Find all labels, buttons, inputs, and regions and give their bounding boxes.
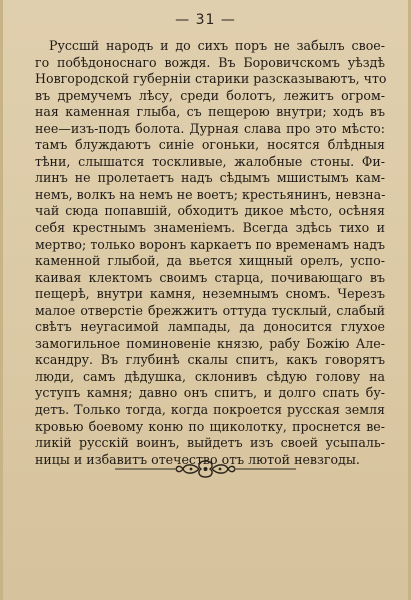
text-line: пещерѣ, внутри камня, неземнымъ сномъ. Черезъ [35,286,385,302]
text-line: Новгородской губерніи старики разсказываютъ, что [35,71,387,87]
text-line: свѣтъ неугасимой лампады, да доносится глухое [35,319,385,335]
text-line: тамъ блуждаютъ синіе огоньки, носятся блѣдныя [35,137,385,153]
text-line: кровью боевому коню по щиколотку, проснется ве- [35,418,385,434]
text-line: себя крестнымъ знаменіемъ. Всегда здѣсь тихо и [35,220,385,236]
text-line: малое отверстіе брежжитъ оттуда тусклый, слабый [35,302,385,318]
text-line: мертво; только воронъ каркаетъ по временамъ надъ [35,236,385,252]
text-line: ксандру. Въ глубинѣ скалы спитъ, какъ говорятъ [35,352,385,368]
text-line: замогильное поминовеніе князю, рабу Божію Але- [35,335,385,351]
ornamental-divider [113,458,298,480]
text-line: детъ. Только тогда, когда покроется русская земля [35,402,385,418]
text-line: чай сюда попавшій, обходитъ дикое мѣсто, осѣняя [35,203,385,219]
text-line: немъ, волкъ на немъ не воетъ; крестьянинъ, невзна- [35,186,386,202]
text-line: каменной глыбой, да вьется хищный орелъ, успо- [35,253,385,269]
text-line: ликій русскій воинъ, выйдетъ изъ своей усыпаль- [35,435,385,451]
text-line: нее—изъ-подъ болота. Дурная слава про это мѣсто: [35,120,385,136]
paragraph [35,38,385,468]
text-line: уступъ камня; давно онъ спитъ, и долго спать бу- [35,385,385,401]
text-line: линъ не пролетаетъ надъ сѣдымъ мшистымъ кам- [35,170,385,186]
text-line: каивая клектомъ своимъ старца, почивающаго въ [35,269,385,285]
text-line: въ дремучемъ лѣсу, среди болотъ, лежитъ огром- [35,87,385,103]
page-number: — 31 — [175,12,236,28]
text-line: го побѣдоноснаго вождя. Въ Боровичскомъ уѣздѣ [35,54,385,70]
text-line: ницы и избавитъ отечество отъ лютой невзгоды. [35,451,360,467]
text-line: тѣни, слышатся тоскливые, жалобные стоны. Фи- [35,153,385,169]
text-line: ная каменная глыба, съ пещерою внутри; ходъ въ [35,104,385,120]
text-line: люди, самъ дѣдушка, склонивъ сѣдую голову на [35,368,385,384]
text-line: Руссшй народъ и до сихъ поръ не забылъ свое- [49,38,385,53]
